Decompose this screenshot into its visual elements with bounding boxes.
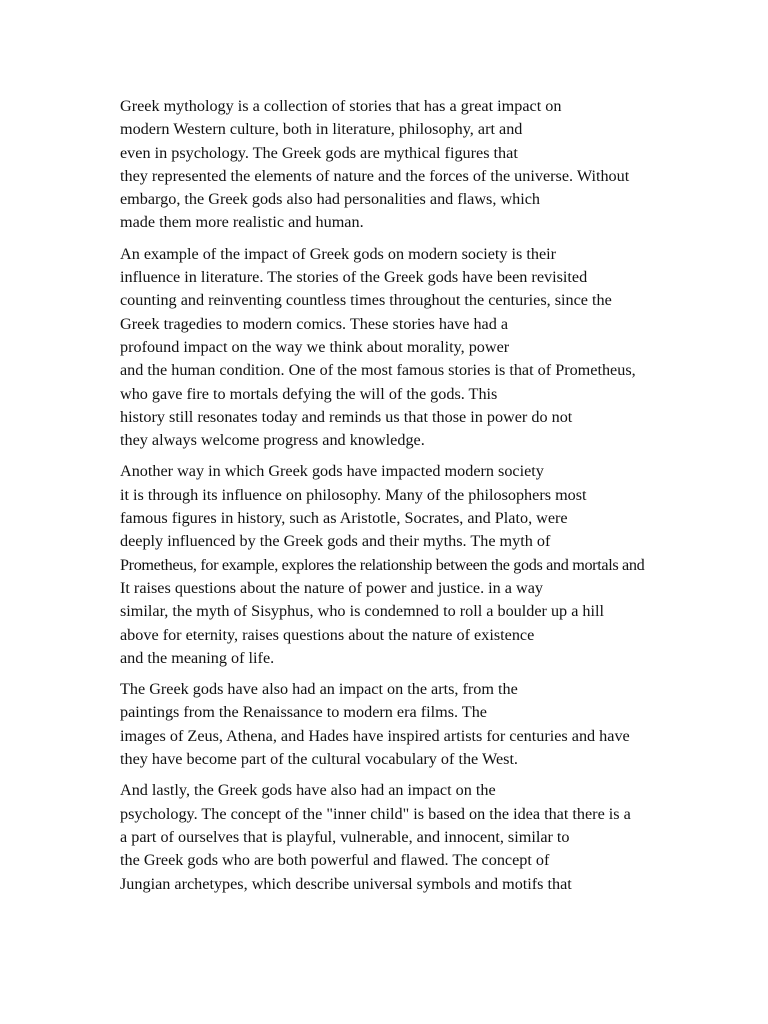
text-line: made them more realistic and human. — [120, 213, 364, 232]
text-line: counting and reinventing countless times throughout the centuries, since the — [120, 291, 612, 310]
text-line: and the meaning of life. — [120, 648, 275, 667]
text-line: famous figures in history, such as Aristotle, Socrates, and Plato, were — [120, 509, 568, 528]
text-line: Another way in which Greek gods have impacted modern society — [120, 462, 544, 481]
text-line: the Greek gods who are both powerful and flawed. The concept of — [120, 851, 550, 870]
paragraph-3 — [120, 460, 760, 670]
text-line: they always welcome progress and knowledge. — [120, 431, 425, 450]
text-line: even in psychology. The Greek gods are mythical figures that — [120, 143, 518, 162]
text-line: embargo, the Greek gods also had personalities and flaws, which — [120, 190, 541, 209]
text-line: above for eternity, raises questions about the nature of existence — [120, 625, 535, 644]
text-line: paintings from the Renaissance to modern era films. The — [120, 703, 487, 722]
text-line: they represented the elements of nature and the forces of the universe. Without — [120, 166, 630, 185]
document-body — [120, 95, 760, 904]
paragraph-2 — [120, 243, 760, 453]
text-line: they have become part of the cultural vocabulary of the West. — [120, 750, 518, 769]
text-line: who gave fire to mortals defying the will of the gods. This — [120, 384, 498, 403]
text-line: deeply influenced by the Greek gods and their myths. The myth of — [120, 532, 551, 551]
text-line: Prometheus, for example, explores the relationship between the gods and mortals and — [120, 555, 645, 574]
paragraph-1 — [120, 95, 760, 235]
text-line: history still resonates today and reminds us that those in power do not — [120, 407, 573, 426]
text-line: Greek mythology is a collection of stories that has a great impact on — [120, 97, 562, 115]
text-line: it is through its influence on philosophy. Many of the philosophers most — [120, 485, 587, 504]
paragraph-5 — [120, 779, 760, 895]
text-line: It raises questions about the nature of power and justice. in a way — [120, 578, 544, 597]
text-line: An example of the impact of Greek gods on modern society is their — [120, 244, 557, 263]
text-line: Jungian archetypes, which describe universal symbols and motifs that — [120, 874, 572, 893]
paragraph-4 — [120, 678, 760, 771]
text-line: images of Zeus, Athena, and Hades have inspired artists for centuries and have — [120, 726, 630, 745]
text-line: and the human condition. One of the most famous stories is that of Prometheus, — [120, 361, 636, 380]
text-line: influence in literature. The stories of the Greek gods have been revisited — [120, 268, 588, 287]
text-line: similar, the myth of Sisyphus, who is condemned to roll a boulder up a hill — [120, 602, 605, 621]
text-line: And lastly, the Greek gods have also had an impact on the — [120, 781, 496, 800]
text-line: Greek tragedies to modern comics. These stories have had a — [120, 314, 509, 333]
text-line: modern Western culture, both in literature, philosophy, art and — [120, 120, 523, 139]
text-line: a part of ourselves that is playful, vulnerable, and innocent, similar to — [120, 827, 570, 846]
text-line: profound impact on the way we think about morality, power — [120, 337, 510, 356]
text-line: The Greek gods have also had an impact on the arts, from the — [120, 680, 518, 699]
text-line: psychology. The concept of the "inner child" is based on the idea that there is a — [120, 804, 631, 823]
